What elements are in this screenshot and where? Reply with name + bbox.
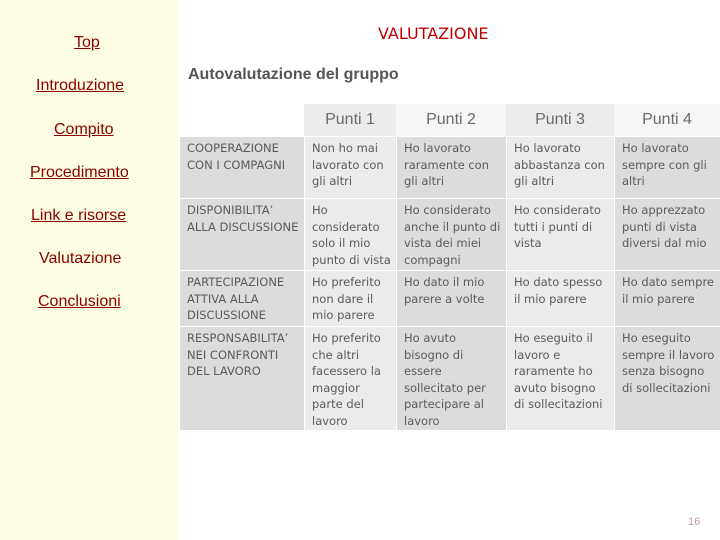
table-cell: Ho preferito che altri facessero la maggior parte del lavoro [304, 326, 396, 430]
nav-link-top[interactable]: Top [74, 34, 100, 51]
table-cell: Non ho mai lavorato con gli altri [304, 136, 396, 198]
table-header-punti-1: Punti 1 [304, 104, 396, 136]
table-header-punti-3: Punti 3 [506, 104, 614, 136]
nav-link-compito[interactable]: Compito [54, 121, 114, 138]
nav-link-link-e-risorse[interactable]: Link e risorse [31, 207, 127, 224]
criteria-cell: RESPONSABILITA’ NEI CONFRONTI DEL LAVORO [180, 326, 304, 430]
nav-link-introduzione[interactable]: Introduzione [36, 77, 125, 94]
table-cell: Ho lavorato sempre con gli altri [614, 136, 720, 198]
table-cell: Ho lavorato raramente con gli altri [396, 136, 506, 198]
page-number: 16 [688, 516, 701, 528]
table-header-criteria [180, 104, 304, 136]
table-cell: Ho eseguito il lavoro e raramente ho avuto bisogno di sollecitazioni [506, 326, 614, 430]
table-cell: Ho avuto bisogno di essere sollecitato per partecipare al lavoro [396, 326, 506, 430]
criteria-cell: PARTECIPAZIONE ATTIVA ALLA DISCUSSIONE [180, 270, 304, 326]
table-cell: Ho considerato tutti i punti di vista [506, 198, 614, 270]
slide-title: VALUTAZIONE [378, 24, 489, 43]
nav-item-valutazione-current: Valutazione [39, 250, 122, 267]
table-cell: Ho considerato solo il mio punto di vista [304, 198, 396, 270]
table-cell: Ho dato il mio parere a volte [396, 270, 506, 326]
table-header-punti-4: Punti 4 [614, 104, 720, 136]
slide-subtitle: Autovalutazione del gruppo [188, 66, 399, 83]
table-cell: Ho eseguito sempre il lavoro senza bisogno di sollecitazioni [614, 326, 720, 430]
table-cell: Ho considerato anche il punto di vista dei miei compagni [396, 198, 506, 270]
criteria-cell: COOPERAZIONE CON I COMPAGNI [180, 136, 304, 198]
table-cell: Ho lavorato abbastanza con gli altri [506, 136, 614, 198]
table-cell: Ho preferito non dare il mio parere [304, 270, 396, 326]
table-cell: Ho dato sempre il mio parere [614, 270, 720, 326]
table-header-punti-2: Punti 2 [396, 104, 506, 136]
criteria-cell: DISPONIBILITA’ ALLA DISCUSSIONE [180, 198, 304, 270]
evaluation-rubric-table [180, 104, 720, 430]
table-cell: Ho dato spesso il mio parere [506, 270, 614, 326]
table-cell: Ho apprezzato punti di vista diversi dal mio [614, 198, 720, 270]
nav-link-procedimento[interactable]: Procedimento [30, 164, 129, 181]
nav-link-conclusioni[interactable]: Conclusioni [38, 293, 121, 310]
sidebar [0, 0, 178, 540]
